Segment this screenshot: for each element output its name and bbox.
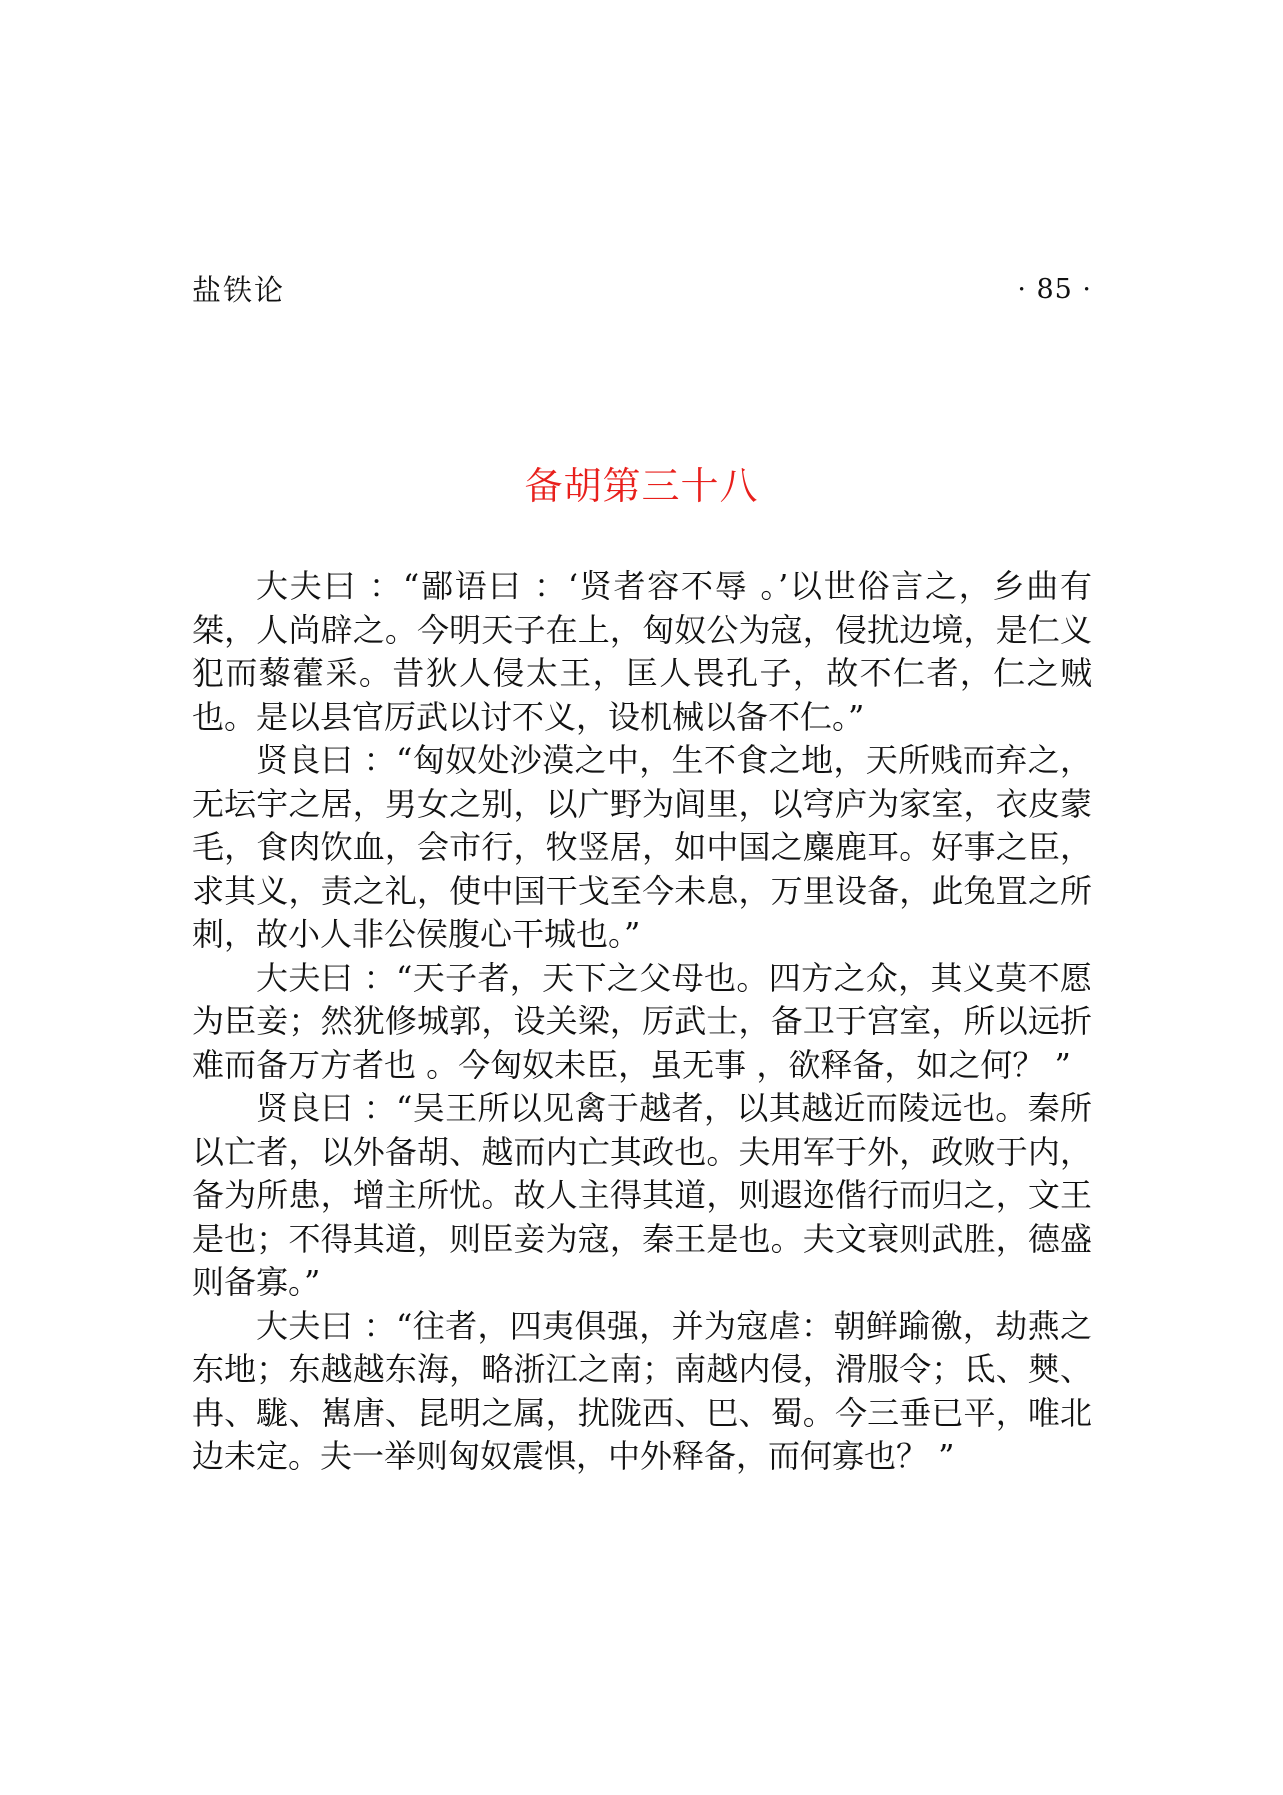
paragraph: 贤良曰 ：“吴王所以见禽于越者，以其越近而陵远也。秦所以亡者，以外备胡、越而内亡其政也。夫用军于外，政败于内，备为所患，增主所忧。故人主得其道，则遐迩偕行而归之，文王是也；不得其道，则臣妾为寇，秦王是也。夫文衰则武胜，德盛则备寡。” — [192, 1089, 1092, 1301]
chapter-title: 备胡第三十八 — [524, 464, 759, 508]
book-title: 盐铁论 — [192, 273, 286, 307]
paragraph: 大夫曰 ：“天子者，天下之父母也。四方之众，其义莫不愿为臣妾；然犹修城郭，设关梁，厉武士，备卫于宫室，所以远折难而备万方者也 。今匈奴未臣，虽无事 ，欲释备，如之何？ ” — [192, 958, 1092, 1084]
page-number: · 85 · — [1017, 274, 1092, 305]
paragraph: 大夫曰 ：“鄙语曰 ：‘贤者容不辱 。’以世俗言之，乡曲有桀，人尚辟之。今明天子在上，匈奴公为寇，侵扰边境，是仁义犯而藜藿采。昔狄人侵太王，匡人畏孔子，故不仁者，仁之贼也。是以县官厉武以讨不义，设机械以备不仁。” — [192, 567, 1092, 736]
body-text — [192, 565, 1092, 1479]
running-header — [192, 268, 1092, 312]
paragraph: 大夫曰 ：“往者，四夷俱强，并为寇虐：朝鲜踰徼，劫燕之东地；东越越东海，略浙江之南；南越内侵，滑服令；氐、僰、冉、駹、嶲唐、昆明之属，扰陇西、巴、蜀。今三垂已平，唯北边未定。夫一举则匈奴震惧，中外释备，而何寡也？ ” — [192, 1306, 1092, 1475]
paragraph: 贤良曰 ：“匈奴处沙漠之中，生不食之地，天所贱而弃之，无坛宇之居，男女之别，以广野为闾里，以穹庐为家室，衣皮蒙毛，食肉饮血，会市行，牧竖居，如中国之麋鹿耳。好事之臣，求其义，责之礼，使中国干戈至今未息，万里设备，此兔罝之所刺，故小人非公侯腹心干城也。” — [192, 741, 1092, 953]
